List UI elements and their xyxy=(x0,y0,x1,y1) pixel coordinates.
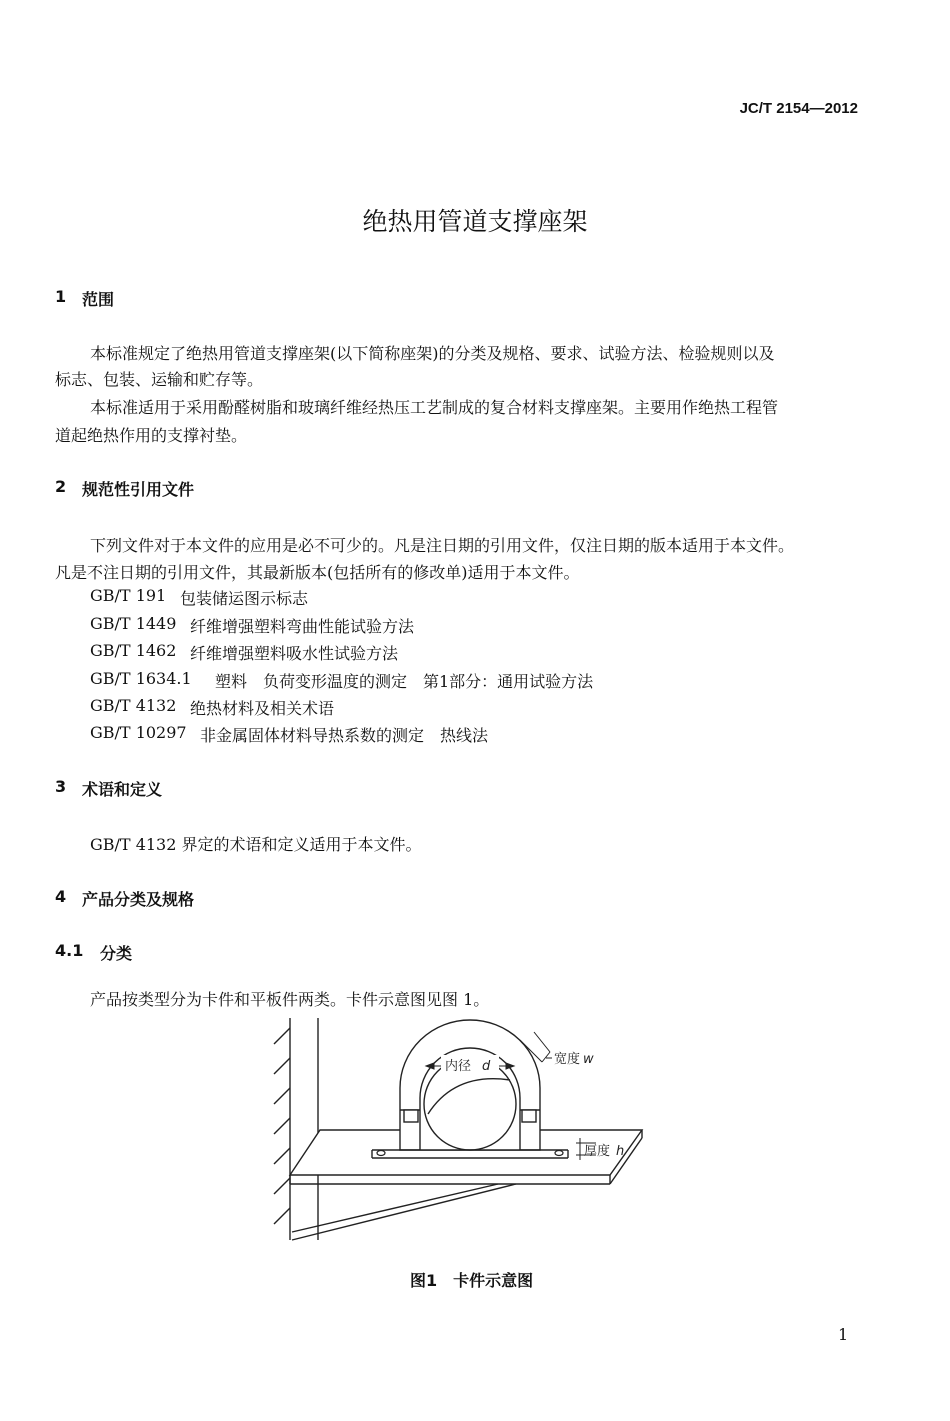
reference-code: GB/T 1449 xyxy=(90,614,177,633)
standard-number: JC/T 2154—2012 xyxy=(739,100,858,117)
figure-1-caption: 图1 卡件示意图 xyxy=(410,1271,534,1290)
section-1-para-2a: 本标准适用于采用酚醛树脂和玻璃纤维经热压工艺制成的复合材料支撑座架。主要用作绝热工程管 xyxy=(90,398,779,417)
reference-title: 非金属固体材料导热系数的测定 热线法 xyxy=(200,726,489,745)
section-2-para-1b: 凡是不注日期的引用文件，其最新版本(包括所有的修改单)适用于本文件。 xyxy=(55,563,580,582)
thickness-symbol: h xyxy=(616,1144,625,1159)
section-4-1-title: 分类 xyxy=(100,944,133,963)
reference-title: 纤维增强塑料弯曲性能试验方法 xyxy=(190,617,415,636)
inner-diameter-symbol: d xyxy=(482,1059,491,1074)
page-number: 1 xyxy=(838,1325,849,1344)
figure-1-clamp-diagram xyxy=(250,1010,670,1250)
thickness-label: 厚度 xyxy=(584,1144,611,1159)
reference-code: GB/T 10297 xyxy=(90,723,187,742)
section-1-para-1a: 本标准规定了绝热用管道支撑座架(以下简称座架)的分类及规格、要求、试验方法、检验规则以及 xyxy=(90,344,775,363)
section-4-title: 产品分类及规格 xyxy=(82,890,195,909)
section-4-1-number: 4.1 xyxy=(55,941,84,960)
section-1-number: 1 xyxy=(55,287,67,306)
reference-code: GB/T 1634.1 xyxy=(90,669,192,688)
support-bracket xyxy=(292,1184,516,1240)
section-4-1-para: 产品按类型分为卡件和平板件两类。卡件示意图见图 1。 xyxy=(90,990,490,1009)
reference-title: 绝热材料及相关术语 xyxy=(190,699,335,718)
section-4-number: 4 xyxy=(55,887,67,906)
page-title: 绝热用管道支撑座架 xyxy=(362,207,588,236)
section-2-number: 2 xyxy=(55,477,67,496)
reference-code: GB/T 4132 xyxy=(90,696,177,715)
section-2-para-1a: 下列文件对于本文件的应用是必不可少的。凡是注日期的引用文件，仅注日期的版本适用于本文件。 xyxy=(90,536,795,555)
wall xyxy=(274,1018,318,1240)
reference-title: 塑料 负荷变形温度的测定 第1部分：通用试验方法 xyxy=(215,672,594,691)
reference-code: GB/T 191 xyxy=(90,586,167,605)
width-label: 宽度 xyxy=(554,1052,581,1067)
section-3-title: 术语和定义 xyxy=(82,780,163,799)
section-2-title: 规范性引用文件 xyxy=(82,480,195,499)
inner-diameter-label: 内径 xyxy=(445,1059,472,1074)
section-3-para: GB/T 4132 界定的术语和定义适用于本文件。 xyxy=(90,835,422,854)
reference-title: 纤维增强塑料吸水性试验方法 xyxy=(190,644,399,663)
reference-title: 包装储运图示标志 xyxy=(180,589,309,608)
reference-code: GB/T 1462 xyxy=(90,641,177,660)
section-1-para-2b: 道起绝热作用的支撑衬垫。 xyxy=(55,426,248,445)
width-symbol: w xyxy=(583,1052,594,1067)
section-1-title: 范围 xyxy=(82,290,115,309)
section-3-number: 3 xyxy=(55,777,67,796)
clamp-body xyxy=(372,1020,568,1158)
section-1-para-1b: 标志、包装、运输和贮存等。 xyxy=(55,370,264,389)
